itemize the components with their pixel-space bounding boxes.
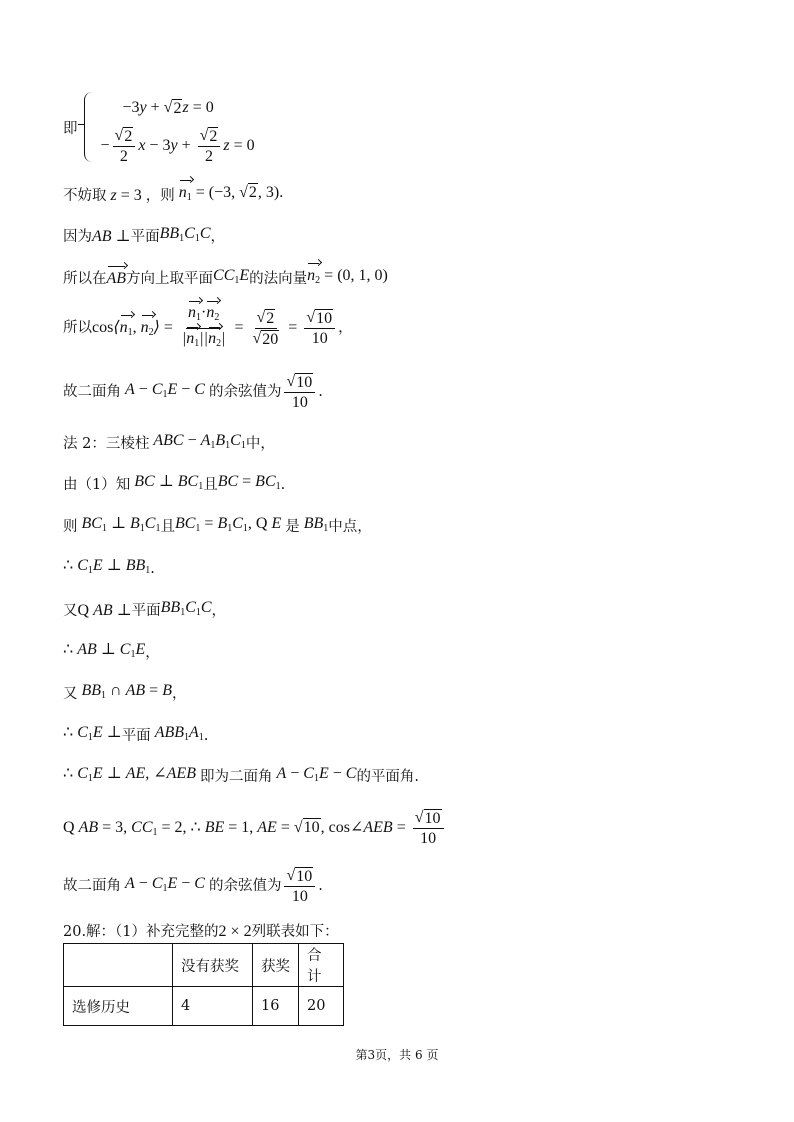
line-from-1 bbox=[63, 472, 285, 497]
system-rows bbox=[100, 92, 255, 165]
text: 即为二面角 bbox=[199, 768, 273, 785]
text: 中点， bbox=[328, 518, 372, 535]
math-n1: $n_1 = (-3$, √ 2 , 3). bbox=[175, 183, 283, 208]
math-value-2: √ 10 10 bbox=[281, 867, 318, 906]
text: . bbox=[280, 476, 286, 493]
math-prism: ABC − $A_1B_1C_1$ bbox=[149, 432, 246, 451]
text: 故二面角 bbox=[63, 878, 121, 894]
math-bc1-perp: $BC_1$ ⊥ $B_1C_1$ bbox=[77, 515, 161, 534]
math-bc-eq: BC = $BC_1$ bbox=[217, 473, 281, 492]
math-abb1a1: $ABB_1A_1$ bbox=[150, 724, 204, 743]
line-normal-n2 bbox=[63, 266, 388, 291]
math-value: √ 10 10 bbox=[281, 373, 318, 412]
math-cos-expression: $\cos⟨n_1$, $n_2⟩$ = $\frac{n_1\cdot n_2}{|n_1||n_2|}$ = √ 2 √ 20 = √ 10 10 bbox=[92, 304, 338, 353]
table-cell: 20 bbox=[299, 987, 344, 1026]
text: 又 bbox=[63, 685, 78, 702]
math-bc1-eq: $BC_1 = B_1C_1$, Q E bbox=[174, 515, 286, 534]
math-dihedral-2: $A - C_1E - C$ bbox=[272, 765, 357, 784]
text: 由（1）知 bbox=[63, 476, 131, 493]
math-computation: Q AB = 3, $CC_1 = 2$, ∴ BE = 1, AE = √ 10 , cos∠AEB = √ 10 10 bbox=[63, 809, 447, 848]
text-ji: 即 bbox=[63, 120, 78, 137]
line-plane-angle bbox=[63, 764, 419, 789]
text: 因为 bbox=[63, 228, 92, 245]
text: 则 bbox=[63, 518, 78, 535]
text: 是 bbox=[285, 518, 300, 535]
table-cell: 4 bbox=[173, 987, 253, 1026]
equation-row-2: − √ 2 2 x − 3 y + √ 2 2 z = 0 bbox=[100, 126, 255, 165]
text: 方向上取平面 bbox=[126, 270, 214, 287]
text: 且 bbox=[203, 476, 218, 493]
text: 平面 bbox=[130, 228, 160, 245]
line-intersection bbox=[63, 681, 186, 706]
line-choose-z bbox=[63, 183, 283, 208]
text: 中， bbox=[245, 435, 275, 452]
math-bb1c1c: $BB_1C_1C$ bbox=[159, 225, 211, 244]
math-dihedral: $A - C_1E - C$ bbox=[121, 380, 209, 400]
left-brace bbox=[84, 92, 95, 162]
line-method-2 bbox=[63, 431, 275, 456]
text: ， bbox=[171, 685, 187, 702]
math-therefore: ∴ $C_1E$ ⊥ $BB_1$ bbox=[63, 557, 151, 576]
table-header-row bbox=[64, 944, 344, 987]
math-dihedral-3: $A - C_1E - C$ bbox=[121, 874, 209, 894]
table-row bbox=[64, 987, 344, 1026]
text: . bbox=[203, 727, 209, 744]
text: 所以在 bbox=[63, 270, 107, 287]
line-cos-formula bbox=[63, 303, 353, 349]
text: 的余弦值为 bbox=[208, 384, 282, 400]
math-z-eq-3: z = 3 bbox=[106, 186, 142, 204]
table-header-cell: 没有获奖 bbox=[173, 944, 253, 987]
text: 所以 bbox=[63, 320, 92, 336]
line-then bbox=[63, 514, 372, 539]
text: 故二面角 bbox=[63, 384, 121, 400]
text: ，则 bbox=[145, 187, 175, 204]
table-cell: 选修历史 bbox=[64, 987, 173, 1026]
line-conclusion-1 bbox=[63, 372, 323, 412]
line-ab-perp-c1e bbox=[63, 640, 160, 665]
text: 的余弦值为 bbox=[208, 878, 282, 894]
text: ， bbox=[210, 228, 225, 245]
line-c1e-perp-bb1 bbox=[63, 556, 155, 581]
contingency-table bbox=[63, 943, 344, 1026]
math-n2: $n_2 = (0$, 1, 0) bbox=[307, 266, 388, 291]
page-footer: 第3页，共 6 页 bbox=[355, 1048, 439, 1062]
line-c1e-perp-plane bbox=[63, 723, 208, 748]
table-header-cell: 获奖 bbox=[253, 944, 299, 987]
math-2x2: 2 × 2 bbox=[218, 923, 252, 940]
line-conclusion-2 bbox=[63, 866, 323, 906]
text: 又 bbox=[63, 602, 78, 619]
text: 法 2：三棱柱 bbox=[63, 435, 150, 452]
table-header-cell: 合计 bbox=[299, 944, 344, 987]
text: 列联表如下： bbox=[251, 924, 339, 940]
math-q-ab-perp: Q AB ⊥ bbox=[77, 601, 132, 619]
math-cc1e: $CC_1E$ bbox=[213, 267, 250, 286]
equation-system bbox=[63, 92, 255, 165]
text: ， bbox=[145, 644, 160, 661]
math-bc-perp: BC ⊥ $BC_1$ bbox=[130, 473, 204, 492]
math-therefore-2: ∴ AB ⊥ $C_1E$ bbox=[63, 641, 146, 660]
line-also-ab bbox=[63, 598, 226, 623]
line-compute bbox=[63, 808, 447, 848]
math-vec-ab: AB bbox=[106, 269, 127, 287]
text: 且 bbox=[160, 518, 175, 535]
text: ， bbox=[338, 320, 353, 336]
line-ab-perp bbox=[63, 224, 225, 249]
text: 20.解：（1）补充完整的 bbox=[63, 924, 219, 940]
math-intersection: $BB_1$ ∩ AB = B bbox=[77, 682, 172, 701]
math-therefore-4: ∴ $C_1E$ ⊥ AE, ∠AEB bbox=[63, 765, 200, 784]
text: 平面 bbox=[131, 602, 161, 619]
table-cell: 16 bbox=[253, 987, 299, 1026]
table-header-cell bbox=[64, 944, 173, 987]
text: . bbox=[150, 560, 155, 577]
equation-row-1: −3 y + √ 2 z = 0 bbox=[122, 99, 214, 117]
math-ab-perp: AB ⊥ bbox=[92, 227, 131, 245]
math-bb1c1c-2: $BB_1C_1C$ bbox=[160, 599, 212, 618]
math-bb1: $BB_1$ bbox=[299, 515, 329, 534]
math-therefore-3: ∴ $C_1E$ ⊥ bbox=[63, 724, 122, 743]
text: . bbox=[318, 384, 323, 400]
text: 平面 bbox=[121, 727, 151, 744]
text: 的平面角. bbox=[356, 768, 420, 785]
line-problem-20 bbox=[63, 922, 339, 942]
text: 的法向量 bbox=[249, 270, 308, 287]
text: ， bbox=[211, 602, 227, 619]
text: . bbox=[318, 878, 323, 894]
text: 不妨取 bbox=[63, 187, 107, 204]
